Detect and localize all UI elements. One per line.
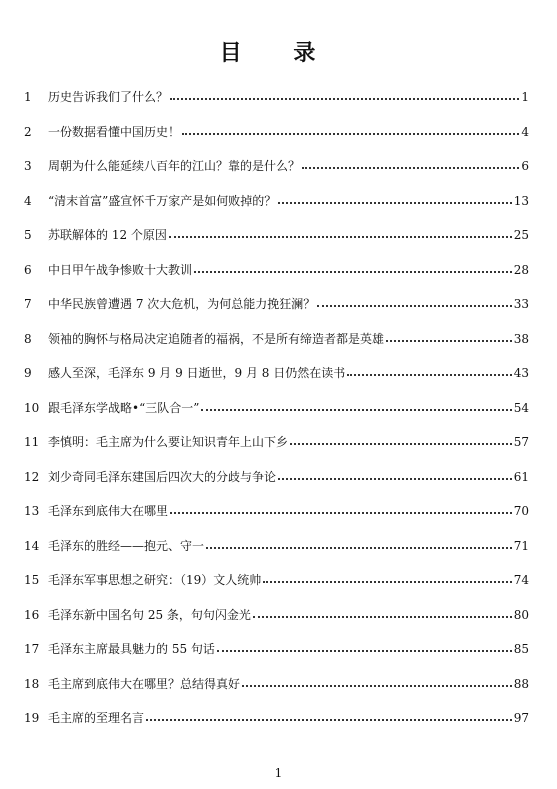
toc-entry-number: 13 bbox=[24, 504, 40, 518]
toc-entry[interactable] bbox=[24, 291, 529, 311]
toc-dot-leader bbox=[347, 373, 511, 376]
toc-entry-page: 88 bbox=[513, 676, 529, 691]
toc-entry-title: 感人至深，毛泽东 9 月 9 日逝世，9 月 8 日仍然在读书 bbox=[48, 366, 346, 380]
toc-entry-number: 8 bbox=[24, 331, 32, 346]
toc-dot-leader bbox=[278, 477, 512, 480]
toc-dot-leader bbox=[242, 684, 512, 687]
toc-entry-page: 74 bbox=[513, 573, 529, 587]
toc-entry[interactable] bbox=[24, 602, 529, 622]
toc-entry[interactable] bbox=[24, 671, 529, 691]
toc-title: 目 录 bbox=[219, 41, 338, 66]
toc-entry-page: 70 bbox=[513, 504, 529, 518]
toc-entry-number: 16 bbox=[24, 607, 40, 622]
toc-entry-page: 38 bbox=[513, 331, 529, 346]
toc-entry-number: 1 bbox=[24, 90, 32, 104]
toc-entry-page: 80 bbox=[513, 607, 529, 622]
toc-entry-number: 18 bbox=[24, 676, 40, 691]
toc-dot-leader bbox=[290, 442, 512, 445]
toc-dot-leader bbox=[302, 166, 519, 169]
toc-entry[interactable] bbox=[24, 153, 529, 173]
toc-entry[interactable] bbox=[24, 222, 529, 242]
toc-dot-leader bbox=[170, 97, 519, 100]
toc-entry-title: 周朝为什么能延续八百年的江山？靠的是什么？ bbox=[48, 159, 301, 173]
toc-dot-leader bbox=[263, 580, 511, 583]
toc-entry-number: 12 bbox=[24, 469, 40, 484]
toc-entry-page: 43 bbox=[513, 366, 529, 380]
page-number: 1 bbox=[274, 766, 283, 780]
toc-entry-number: 4 bbox=[24, 193, 32, 208]
toc-entry-title: 毛泽东主席最具魅力的 55 句话 bbox=[48, 642, 215, 656]
toc-entry-title: 毛主席的至理名言 bbox=[48, 711, 145, 725]
toc-entry-number: 6 bbox=[24, 262, 32, 277]
toc-entry-page: 33 bbox=[513, 297, 529, 311]
toc-entry-number: 15 bbox=[24, 573, 40, 587]
toc-dot-leader bbox=[278, 201, 511, 204]
toc-entry-number: 14 bbox=[24, 538, 40, 553]
toc-entry-title: 一份数据看懂中国历史！ bbox=[48, 124, 181, 139]
toc-entry[interactable] bbox=[24, 464, 529, 484]
toc-entry-title: 毛泽东军事思想之研究：（19）文人统帅 bbox=[48, 573, 262, 587]
toc-entry[interactable] bbox=[24, 84, 529, 104]
toc-entry-number: 2 bbox=[24, 124, 32, 139]
toc-entry-title: 中日甲午战争惨败十大教训 bbox=[48, 262, 193, 277]
toc-entry[interactable] bbox=[24, 360, 529, 380]
toc-entry-title: 中华民族曾遭遇 7 次大危机，为何总能力挽狂澜？ bbox=[48, 297, 316, 311]
toc-entry-page: 4 bbox=[521, 124, 529, 139]
toc-entry-title: “清末首富”盛宣怀千万家产是如何败掉的？ bbox=[48, 193, 277, 208]
toc-dot-leader bbox=[194, 270, 512, 273]
toc-entry-page: 54 bbox=[513, 400, 529, 415]
toc-entry[interactable] bbox=[24, 257, 529, 277]
toc-entry-number: 19 bbox=[24, 711, 40, 725]
toc-entry-page: 57 bbox=[513, 435, 529, 449]
toc-entry[interactable] bbox=[24, 395, 529, 415]
toc-entry-number: 9 bbox=[24, 366, 32, 380]
toc-dot-leader bbox=[201, 408, 511, 411]
toc-entry-page: 6 bbox=[521, 159, 529, 173]
toc-dot-leader bbox=[206, 546, 512, 549]
toc-entry-number: 10 bbox=[24, 400, 40, 415]
toc-entry-number: 7 bbox=[24, 297, 32, 311]
toc-entry-title: 苏联解体的 12 个原因 bbox=[48, 228, 167, 242]
toc-entry-number: 17 bbox=[24, 642, 40, 656]
toc-entry-number: 3 bbox=[24, 159, 32, 173]
toc-entry[interactable] bbox=[24, 119, 529, 139]
toc-entry-page: 28 bbox=[513, 262, 529, 277]
toc-entry-title: 历史告诉我们了什么？ bbox=[48, 90, 169, 104]
toc-entry-number: 11 bbox=[24, 435, 40, 449]
toc-entry[interactable] bbox=[24, 567, 529, 587]
toc-entry[interactable] bbox=[24, 705, 529, 725]
toc-entry-title: 跟毛泽东学战略•“三队合一” bbox=[48, 400, 200, 415]
toc-entry[interactable] bbox=[24, 636, 529, 656]
toc-dot-leader bbox=[217, 649, 512, 652]
toc-entry-number: 5 bbox=[24, 228, 32, 242]
toc-dot-leader bbox=[317, 304, 511, 307]
toc-entry-page: 71 bbox=[513, 538, 529, 553]
toc-dot-leader bbox=[386, 339, 512, 342]
toc-entry[interactable] bbox=[24, 498, 529, 518]
toc-entry-title: 李慎明：毛主席为什么要让知识青年上山下乡 bbox=[48, 435, 289, 449]
toc-entry-page: 1 bbox=[521, 90, 529, 104]
toc-entry-page: 85 bbox=[513, 642, 529, 656]
toc-entry-page: 25 bbox=[513, 228, 529, 242]
toc-entry[interactable] bbox=[24, 533, 529, 553]
toc-dot-leader bbox=[169, 235, 512, 238]
toc-entry-title: 刘少奇同毛泽东建国后四次大的分歧与争论 bbox=[48, 469, 277, 484]
toc-entry[interactable] bbox=[24, 326, 529, 346]
toc-entry-page: 97 bbox=[513, 711, 529, 725]
toc-entry[interactable] bbox=[24, 188, 529, 208]
toc-entry-title: 毛泽东的胜经——抱元、守一 bbox=[48, 538, 205, 553]
toc-entry-page: 13 bbox=[513, 193, 529, 208]
toc-dot-leader bbox=[170, 511, 512, 514]
toc-dot-leader bbox=[253, 615, 512, 618]
toc-entry-title: 毛主席到底伟大在哪里？总结得真好 bbox=[48, 676, 241, 691]
toc-entry[interactable] bbox=[24, 429, 529, 449]
toc-dot-leader bbox=[146, 718, 512, 721]
toc-entry-title: 毛泽东新中国名句 25 条，句句闪金光 bbox=[48, 607, 251, 622]
toc-entry-page: 61 bbox=[513, 469, 529, 484]
toc-entry-title: 领袖的胸怀与格局决定追随者的福祸，不是所有缔造者都是英雄 bbox=[48, 331, 385, 346]
toc-entry-title: 毛泽东到底伟大在哪里 bbox=[48, 504, 169, 518]
toc-dot-leader bbox=[182, 132, 519, 135]
